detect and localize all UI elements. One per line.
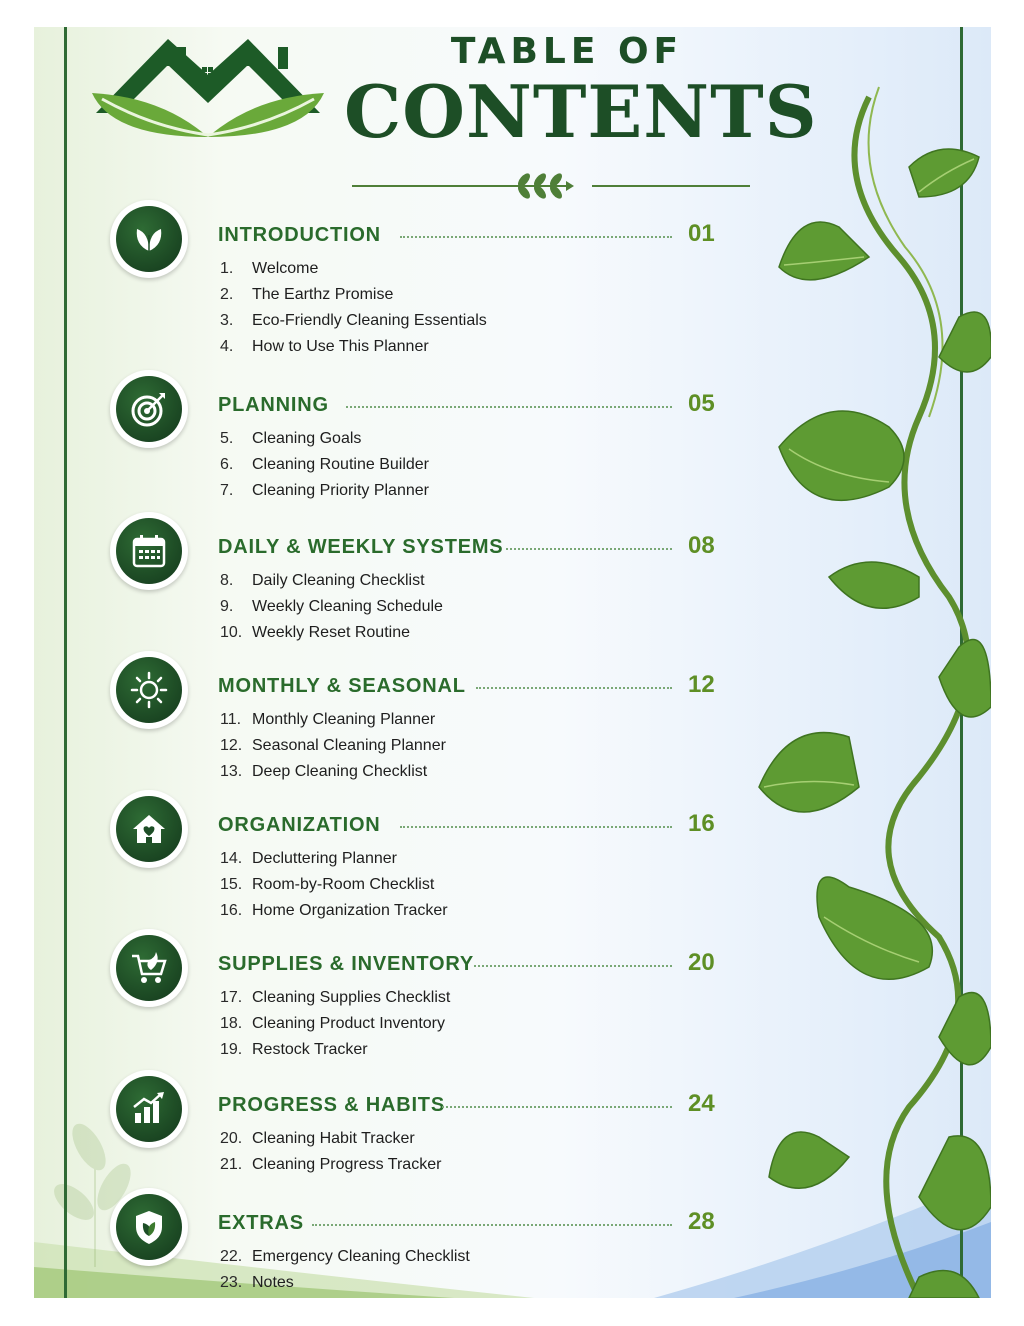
toc-item[interactable]: 21. Cleaning Progress Tracker [220, 1156, 442, 1173]
dotted-leader [400, 236, 672, 238]
shield-leaf-icon [129, 1207, 169, 1247]
toc-item[interactable]: 10. Weekly Reset Routine [220, 624, 410, 641]
toc-item[interactable]: 19. Restock Tracker [220, 1041, 368, 1058]
section-items-list [220, 989, 450, 1067]
section-title: PROGRESS & HABITS [218, 1094, 445, 1116]
toc-item[interactable]: 14. Decluttering Planner [220, 850, 397, 867]
toc-section-supplies-inventory[interactable] [34, 929, 734, 1069]
toc-item[interactable]: 8. Daily Cleaning Checklist [220, 572, 425, 589]
toc-item[interactable]: 5. Cleaning Goals [220, 430, 362, 447]
section-items-list [220, 572, 443, 650]
toc-item[interactable]: 4. How to Use This Planner [220, 338, 429, 355]
toc-item[interactable]: 9. Weekly Cleaning Schedule [220, 598, 443, 615]
title-divider-ornament [352, 172, 750, 202]
section-badge [110, 929, 188, 1007]
section-page-number: 28 [688, 1208, 715, 1235]
toc-section-monthly-seasonal[interactable] [34, 651, 734, 791]
toc-item[interactable]: 17. Cleaning Supplies Checklist [220, 989, 451, 1006]
section-badge [110, 370, 188, 448]
dotted-leader [346, 406, 672, 408]
toc-section-extras[interactable] [34, 1188, 734, 1298]
toc-item[interactable]: 1. Welcome [220, 260, 319, 277]
dotted-leader [474, 965, 672, 967]
growth-chart-icon [129, 1089, 169, 1129]
toc-item[interactable]: 15. Room-by-Room Checklist [220, 876, 435, 893]
leaf-icon [131, 221, 167, 257]
section-items-list [220, 850, 448, 928]
toc-section-daily-weekly[interactable] [34, 512, 734, 652]
toc-item[interactable]: 18. Cleaning Product Inventory [220, 1015, 445, 1032]
home-heart-icon [129, 809, 169, 849]
section-page-number: 05 [688, 390, 715, 417]
section-page-number: 01 [688, 220, 715, 247]
section-title: DAILY & WEEKLY SYSTEMS [218, 536, 504, 558]
section-page-number: 12 [688, 671, 715, 698]
section-badge [110, 651, 188, 729]
section-page-number: 08 [688, 532, 715, 559]
toc-item[interactable]: 20. Cleaning Habit Tracker [220, 1130, 415, 1147]
section-title: PLANNING [218, 394, 329, 416]
toc-section-planning[interactable] [34, 370, 734, 510]
section-page-number: 24 [688, 1090, 715, 1117]
title-table-of: TABLE OF [450, 31, 684, 72]
house-leaf-logo [92, 27, 324, 149]
table-of-contents-page [34, 27, 991, 1298]
sun-icon [129, 670, 169, 710]
section-title: MONTHLY & SEASONAL [218, 675, 466, 697]
section-badge [110, 512, 188, 590]
toc-item[interactable]: 16. Home Organization Tracker [220, 902, 448, 919]
cart-icon [129, 948, 169, 988]
calendar-icon [130, 532, 168, 570]
toc-item[interactable]: 7. Cleaning Priority Planner [220, 482, 429, 499]
section-title: EXTRAS [218, 1212, 304, 1234]
toc-section-introduction[interactable] [34, 200, 734, 355]
section-title: SUPPLIES & INVENTORY [218, 953, 475, 975]
section-title: INTRODUCTION [218, 224, 381, 246]
section-badge [110, 200, 188, 278]
toc-section-organization[interactable] [34, 790, 734, 930]
section-badge [110, 1070, 188, 1148]
section-items-list [220, 711, 446, 789]
toc-item[interactable]: 23. Notes [220, 1274, 294, 1291]
toc-item[interactable]: 13. Deep Cleaning Checklist [220, 763, 428, 780]
target-icon [129, 389, 169, 429]
toc-item[interactable]: 12. Seasonal Cleaning Planner [220, 737, 446, 754]
dotted-leader [476, 687, 672, 689]
section-badge [110, 790, 188, 868]
section-items-list [220, 430, 429, 508]
dotted-leader [400, 826, 672, 828]
section-items-list [220, 1248, 470, 1298]
ivy-vine-decoration [719, 57, 991, 1298]
toc-item[interactable]: 6. Cleaning Routine Builder [220, 456, 429, 473]
dotted-leader [442, 1106, 672, 1108]
title-contents: CONTENTS [344, 69, 818, 154]
section-items-list [220, 260, 487, 364]
section-page-number: 16 [688, 810, 715, 837]
dotted-leader [312, 1224, 672, 1226]
toc-item[interactable]: 22. Emergency Cleaning Checklist [220, 1248, 470, 1265]
section-page-number: 20 [688, 949, 715, 976]
dotted-leader [506, 548, 672, 550]
toc-item[interactable]: 11. Monthly Cleaning Planner [220, 711, 436, 728]
toc-item[interactable]: 3. Eco-Friendly Cleaning Essentials [220, 312, 487, 329]
section-title: ORGANIZATION [218, 814, 381, 836]
section-items-list [220, 1130, 441, 1182]
section-badge [110, 1188, 188, 1266]
toc-item[interactable]: 2. The Earthz Promise [220, 286, 394, 303]
